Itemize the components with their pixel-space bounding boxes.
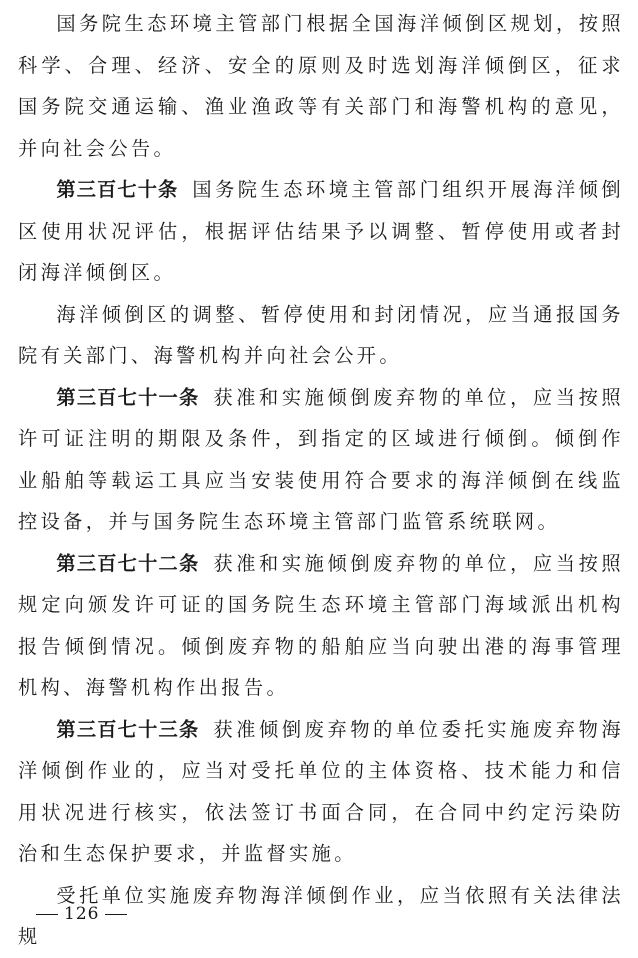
article-paragraph bbox=[18, 543, 624, 709]
paragraph-text: 获准和实施倾倒废弃物的单位，应当按照许可证注明的期限及条件，到指定的区域进行倾倒。倾倒作业船舶等载运工具应当安装使用符合要求的海洋倾倒在线监控设备，并与国务院生态环境主管部门监管系统联网。 bbox=[18, 385, 624, 533]
footer-dash-left bbox=[36, 914, 58, 915]
paragraph-text: 国务院生态环境主管部门组织开展海洋倾倒区使用状况评估，根据评估结果予以调整、暂停使用或者封闭海洋倾倒区。 bbox=[18, 178, 624, 284]
page-number: 126 bbox=[64, 904, 100, 924]
article-title: 第三百七十二条 bbox=[56, 551, 200, 575]
paragraph bbox=[18, 3, 624, 169]
article-title: 第三百七十条 bbox=[56, 178, 179, 201]
paragraph bbox=[18, 294, 624, 377]
article-paragraph bbox=[18, 709, 624, 875]
paragraph-text: 国务院生态环境主管部门根据全国海洋倾倒区规划，按照科学、合理、经济、安全的原则及时选划海洋倾倒区，征求国务院交通运输、渔业渔政等有关部门和海警机构的意见，并向社会公告。 bbox=[18, 12, 624, 160]
article-paragraph bbox=[18, 377, 624, 543]
footer-dash-right bbox=[105, 914, 127, 915]
article-title: 第三百七十一条 bbox=[56, 385, 200, 409]
paragraph-text: 获准和实施倾倒废弃物的单位，应当按照规定向颁发许可证的国务院生态环境主管部门海域派出机构报告倾倒情况。倾倒废弃物的船舶应当向驶出港的海事管理机构、海警机构作出报告。 bbox=[18, 551, 624, 699]
paragraph-text: 海洋倾倒区的调整、暂停使用和封闭情况，应当通报国务院有关部门、海警机构并向社会公开。 bbox=[18, 302, 624, 367]
document-page bbox=[18, 0, 624, 958]
article-paragraph bbox=[18, 169, 624, 294]
paragraph-text: 获准倾倒废弃物的单位委托实施废弃物海洋倾倒作业的，应当对受托单位的主体资格、技术能力和信用状况进行核实，依法签订书面合同，在合同中约定污染防治和生态保护要求，并监督实施。 bbox=[18, 717, 624, 865]
paragraph-text: 受托单位实施废弃物海洋倾倒作业，应当依照有关法律法规 bbox=[18, 883, 624, 948]
article-title: 第三百七十三条 bbox=[56, 717, 200, 741]
page-footer bbox=[30, 904, 133, 924]
